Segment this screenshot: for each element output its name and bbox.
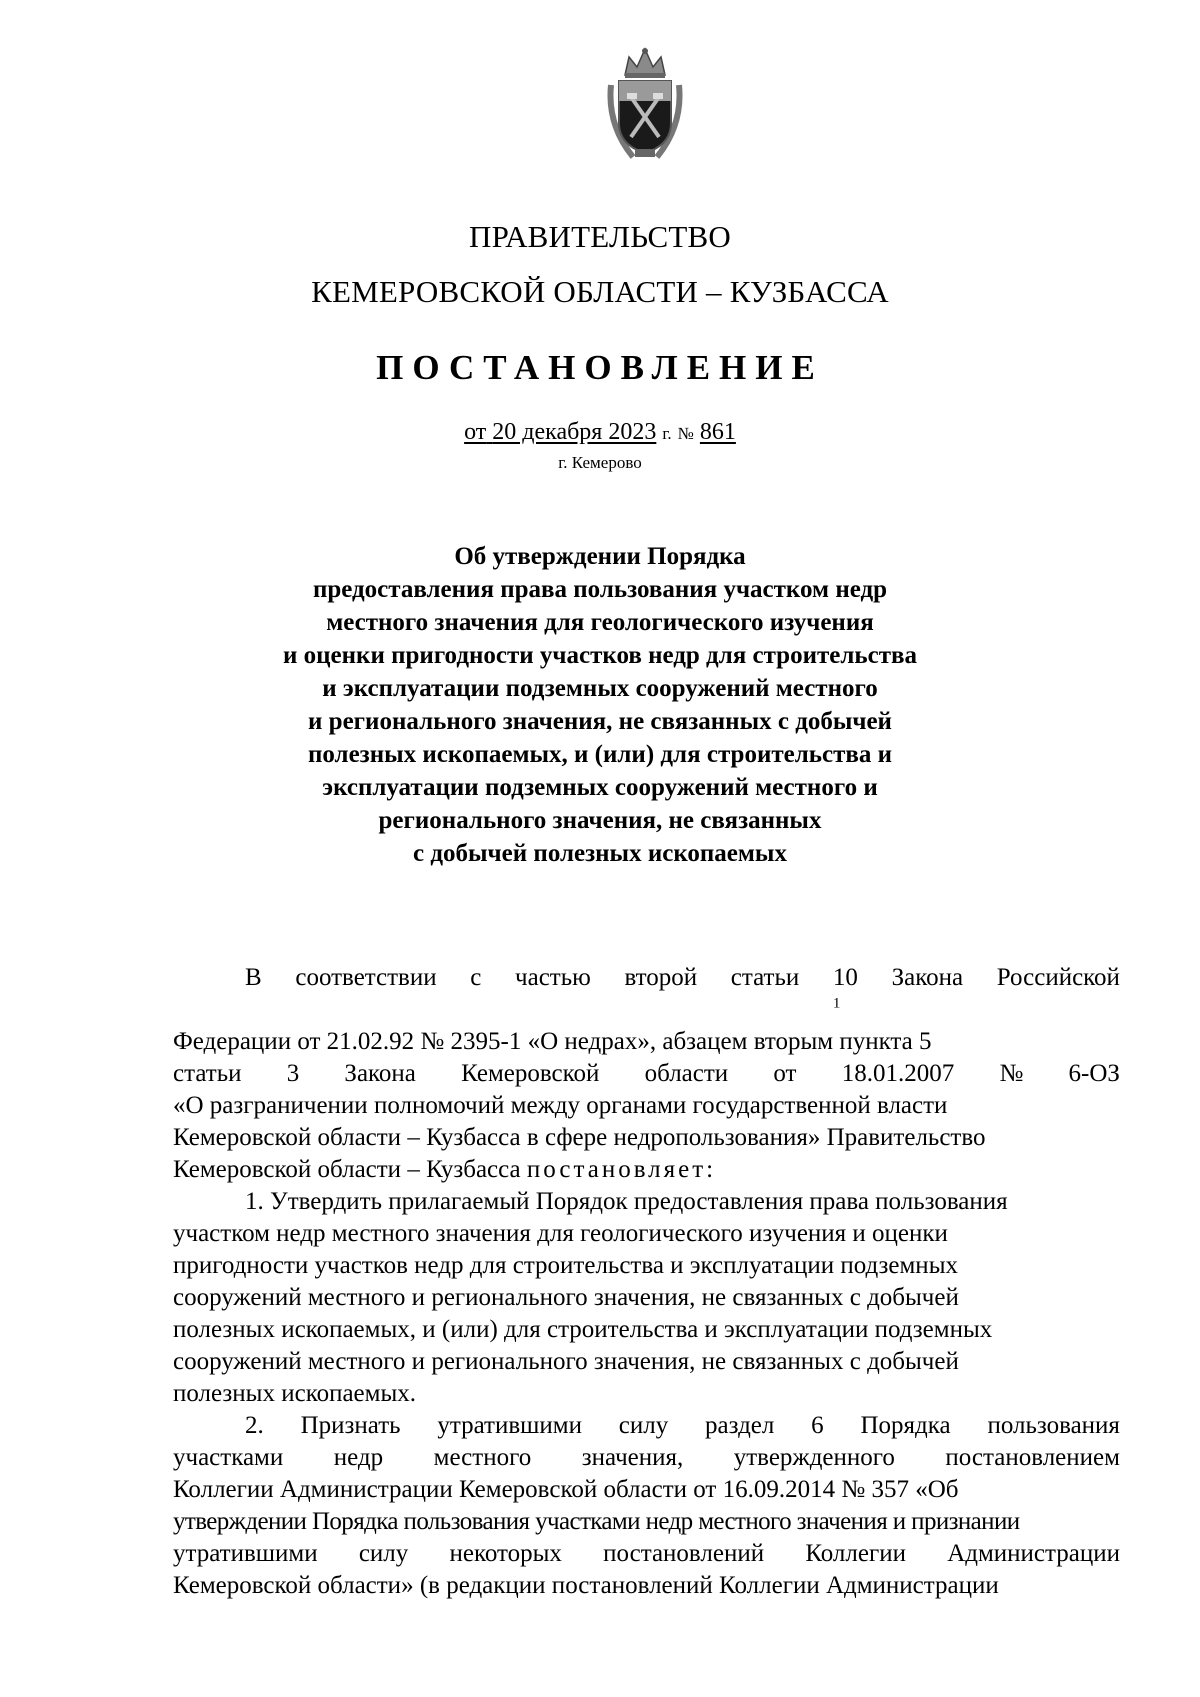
body-word: постановлений [603, 1540, 765, 1567]
article-number [833, 962, 858, 1026]
body-word: некоторых [449, 1540, 562, 1567]
subject-line: полезных ископаемых, и (или) для строительства и [307, 741, 893, 768]
subject-line: и эксплуатации подземных сооружений местного [322, 675, 878, 702]
body-word: от [773, 1060, 797, 1087]
body-line [173, 1058, 1120, 1090]
body-word: Кемеровской [461, 1060, 600, 1087]
body-word: Закона [891, 964, 964, 991]
body-line: утверждении Порядка пользования участками недр местного значения и признании [173, 1508, 1020, 1535]
body-word: силу [618, 1412, 669, 1439]
body-word: 18.01.2007 [841, 1060, 955, 1087]
body-word: статьи [730, 964, 800, 991]
year-suffix: г. [662, 424, 672, 443]
body-word: 6 [811, 1412, 824, 1439]
body-word: соответствии [295, 964, 437, 991]
document-type-title: ПОСТАНОВЛЕНИЕ [376, 348, 824, 387]
body-word: местного [433, 1444, 532, 1471]
body-word: 2. [245, 1412, 264, 1439]
subject-line: Об утверждении Порядка [454, 543, 746, 570]
body-word: недр [333, 1444, 384, 1471]
body-word: утратившими [437, 1412, 582, 1439]
body-word: Коллегии [805, 1540, 906, 1567]
body-word: пользования [987, 1412, 1120, 1439]
body-line: Кемеровской области – Кузбасса в сфере недропользования» Правительство [173, 1124, 986, 1151]
body-line [173, 962, 1120, 1026]
body-word: значения, [581, 1444, 684, 1471]
body-line [173, 1442, 1120, 1474]
body-line: Федерации от 21.02.92 № 2395-1 «О недрах», абзацем вторым пункта 5 [173, 1028, 932, 1055]
body-word: статьи [173, 1060, 242, 1087]
document-date: 20 декабря 2023 [492, 419, 657, 445]
body-line [173, 1154, 1120, 1186]
body-word: частью [515, 964, 591, 991]
government-name-line2: КЕМЕРОВСКОЙ ОБЛАСТИ – КУЗБАССА [311, 274, 889, 309]
body-word: Признать [300, 1412, 401, 1439]
body-line: Коллегии Администрации Кемеровской области от 16.09.2014 № 357 «Об [173, 1476, 959, 1503]
body-word: утвержденного [733, 1444, 895, 1471]
body-word: утратившими [173, 1540, 318, 1567]
date-number-line [0, 417, 1200, 449]
body-word: В [245, 964, 262, 991]
body-line: «О разграничении полномочий между органами государственной власти [173, 1092, 948, 1119]
body-line: Кемеровской области» (в редакции постановлений Коллегии Администрации [173, 1572, 999, 1599]
body-line [173, 1410, 1120, 1442]
subject-line: и регионального значения, не связанных с добычей [308, 708, 892, 735]
coat-of-arms-emblem [603, 45, 687, 163]
article-number-base: 10 [832, 964, 858, 991]
document-number: 861 [699, 419, 736, 445]
body-line: пригодности участков недр для строительства и эксплуатации подземных [173, 1252, 958, 1279]
document-body [173, 962, 1120, 1602]
body-word: Порядка [860, 1412, 951, 1439]
resolution-verb: постановляет: [526, 1156, 717, 1183]
body-word: с [470, 964, 482, 991]
body-word: области [644, 1060, 729, 1087]
body-word: Российской [996, 964, 1120, 991]
city-name: г. Кемерово [558, 453, 642, 472]
body-word: № [999, 1060, 1024, 1087]
government-name-line1: ПРАВИТЕЛЬСТВО [469, 219, 731, 254]
document-subject [0, 540, 1200, 870]
body-word: силу [358, 1540, 409, 1567]
subject-line: местного значения для геологического изучения [326, 609, 874, 636]
subject-line: предоставления права пользования участком недр [312, 576, 888, 603]
body-line: полезных ископаемых. [173, 1380, 417, 1407]
subject-line: с добычей полезных ископаемых [413, 840, 787, 867]
subject-line: и оценки пригодности участков недр для строительства [282, 642, 917, 669]
body-line: участком недр местного значения для геологического изучения и оценки [173, 1220, 948, 1247]
number-sign: № [677, 424, 694, 443]
body-word: второй [624, 964, 698, 991]
body-word: участками [173, 1444, 284, 1471]
body-word: постановлением [945, 1444, 1120, 1471]
body-word: раздел [705, 1412, 775, 1439]
body-text: Кемеровской области – Кузбасса [173, 1156, 521, 1183]
body-word: 3 [286, 1060, 300, 1087]
body-word: Закона [344, 1060, 416, 1087]
subject-line: эксплуатации подземных сооружений местного и [322, 774, 878, 801]
body-line: 1. Утвердить прилагаемый Порядок предоставления права пользования [245, 1188, 1008, 1215]
body-word: Администрации [947, 1540, 1120, 1567]
body-line: сооружений местного и регионального значения, не связанных с добычей [173, 1284, 959, 1311]
article-superscript: 1 [832, 995, 841, 1012]
body-word: 6-ОЗ [1068, 1060, 1120, 1087]
body-line: сооружений местного и регионального значения, не связанных с добычей [173, 1348, 959, 1375]
date-prefix: от [464, 419, 487, 445]
body-line [173, 1538, 1120, 1570]
subject-line: регионального значения, не связанных [378, 807, 822, 834]
body-line: полезных ископаемых, и (или) для строительства и эксплуатации подземных [173, 1316, 993, 1343]
